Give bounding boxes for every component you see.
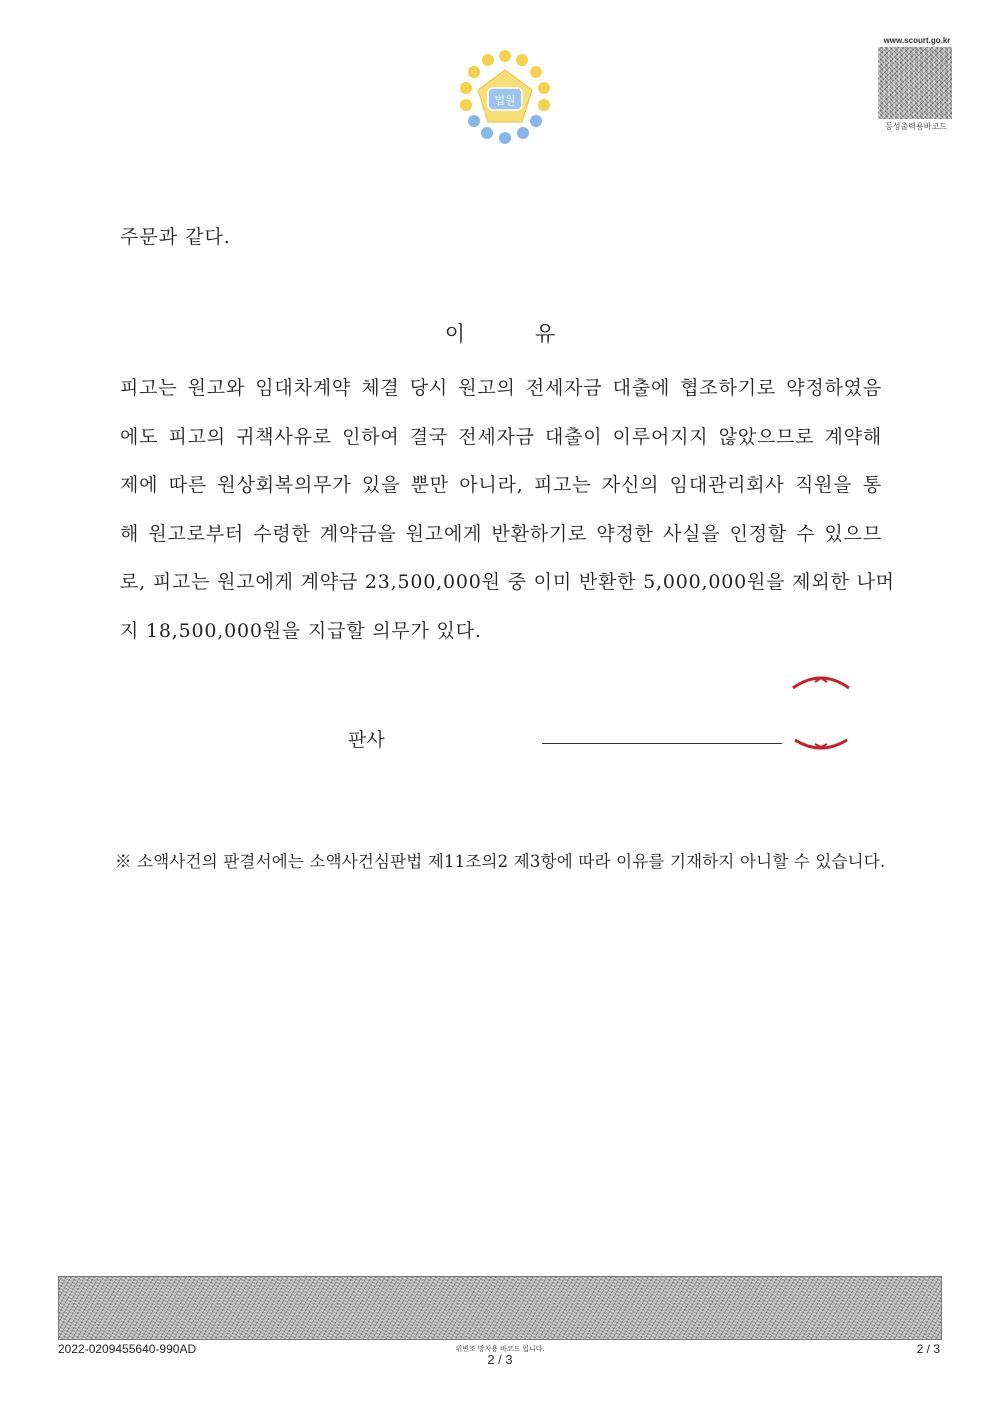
reason-paragraph	[120, 364, 895, 655]
page-number: 2 / 3	[916, 1342, 940, 1356]
qr-url: www.scourt.go.kr	[883, 36, 951, 45]
emblem-text: 법원	[494, 94, 516, 107]
reason-heading	[0, 318, 1000, 348]
reason-line: 에도 피고의 귀책사유로 인하여 결국 전세자금 대출이 이루어지지 않았으므로 계약해	[120, 425, 882, 448]
heading-char-left: 이	[444, 322, 465, 346]
order-text: 주문과 같다.	[120, 226, 231, 248]
signature-line	[542, 743, 782, 744]
reason-line-last: 지 18,500,000원을 지급할 의무가 있다.	[120, 619, 482, 642]
document-id: 2022-0209455640-990AD	[58, 1342, 197, 1356]
heading-char-right: 유	[535, 322, 556, 346]
court-emblem-icon	[452, 48, 558, 148]
judge-label: 판사	[348, 729, 385, 751]
barcode-caption: 위변조 방지용 바코드 입니다.	[455, 1346, 545, 1353]
qr-caption: 등성출력용바코드	[885, 122, 947, 131]
legal-note: ※ 소액사건의 판결서에는 소액사건심판법 제11조의2 제3항에 따라 이유를 기재하지 아니할 수 있습니다.	[115, 852, 886, 871]
reason-line: 로, 피고는 원고에게 계약금 23,500,000원 중 이미 반환한 5,000,000원을 제외한 나머	[120, 571, 895, 593]
anti-forgery-barcode	[58, 1276, 942, 1340]
judge-seal-icon	[785, 668, 857, 758]
qr-code	[878, 47, 952, 119]
center-page-number: 2 / 3	[487, 1352, 513, 1367]
reason-line: 해 원고로부터 수령한 계약금을 원고에게 반환하기로 약정한 사실을 인정할 수 있으므	[120, 522, 882, 545]
reason-line: 제에 따른 원상회복의무가 있을 뿐만 아니라, 피고는 자신의 임대관리회사 직원을 통	[120, 474, 882, 496]
reason-line: 피고는 원고와 임대차계약 체결 당시 원고의 전세자금 대출에 협조하기로 약정하였음	[120, 377, 882, 399]
